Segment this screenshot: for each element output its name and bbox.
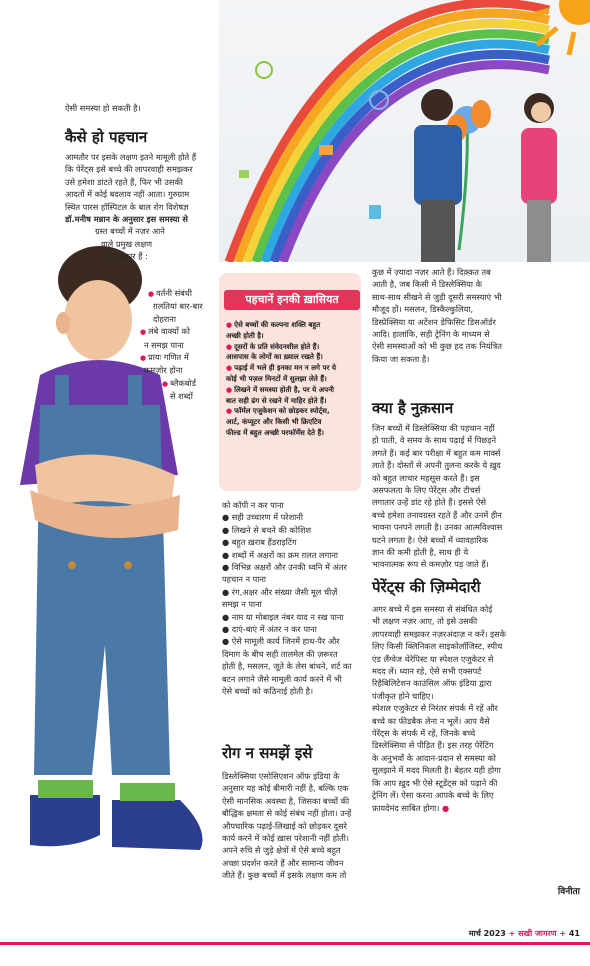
- text-line: ग्रस्त बच्चों में नज़र आने: [95, 226, 165, 237]
- callout-item: कोई भी पज़ल मिनटों में सुलझा लेते हैं।: [226, 373, 327, 383]
- text-line: के अनुभवों के आदान-प्रदान से समस्या को: [372, 752, 496, 763]
- text-line: ● लिखने से बचने की कोशिश: [222, 524, 312, 535]
- text-line: को कॉपी न कर पाना: [222, 500, 284, 510]
- text-line: बौद्धिक क्षमता से कोई संबंध नहीं होता। उन्हें: [222, 808, 352, 819]
- author-name: विनीता: [557, 887, 580, 897]
- footer-page-number: 41: [568, 929, 580, 938]
- text-line: बच्चे का फीडबैक लेना न भूलें। आप वैसे: [372, 715, 490, 726]
- section-heading-kaise-ho-pehchan: कैसे हो पहचान: [65, 128, 148, 146]
- text-line: फ़ायदेमंद साबित होगा।: [372, 802, 440, 813]
- callout-item: ● फॉर्मल एजुकेशन को छोड़कर स्पोर्ट्स,: [226, 406, 358, 417]
- text-line: वाले प्रमुख लक्षण: [101, 238, 153, 249]
- text-line: ऐसी मानसिक अवस्था है, जिसका बच्चों की: [222, 795, 350, 806]
- text-line: अपने रुचि से जुड़े क्षेत्रों में ऐसे बच्चे बहुत: [222, 845, 341, 856]
- text-line: लिए किसी क्लिनिकल साइकोलॉजिस्ट, स्पीच: [372, 641, 503, 652]
- end-mark-icon: ●: [442, 802, 450, 813]
- callout-item: अच्छी होती है।: [226, 330, 264, 340]
- symptom-item: न समझ पाना: [144, 339, 184, 350]
- callout-item: ● लिखने में समस्या होती है, पर ये अपनी: [226, 385, 358, 396]
- text-line: इस प्रकार हैं :: [107, 251, 148, 262]
- section-heading-rog-na-samjhe: रोग न समझें इसे: [222, 744, 313, 762]
- page-footer: [420, 928, 580, 942]
- footer-month: मार्च 2023: [468, 929, 506, 938]
- text-line: बच्चे हमेशा तनावग्रस्त रहते हैं और उनमें हीन: [372, 509, 502, 520]
- symptom-item: दोहराना: [153, 313, 176, 324]
- text-line: लापरवाही समझकर नज़रअंदाज़ न करें। इसके: [372, 628, 506, 639]
- text-line: कुछ में ज़्यादा नज़र आते हैं। दिक़्क़त तब: [372, 267, 491, 277]
- text-line: आती है, जब किसी में डिस्लेक्सिया के: [372, 279, 482, 290]
- text-line: असफलता के लिए पेरेंट्स और टीचर्स: [372, 485, 481, 496]
- text-line: रिहैबिलिटेशन काउंसिल ऑफ इंडिया द्वारा: [372, 678, 492, 689]
- intro-line: ऐसी समस्या हो सकती है।: [65, 103, 141, 113]
- text-line: भावनात्मक रूप से कमज़ोर पड़ जाते हैं।: [372, 559, 489, 570]
- text-line: ज्ञान की कमी होती है, साथ ही ये: [372, 547, 469, 558]
- section1-paragraph: [65, 151, 220, 263]
- text-line: होती है, मसलन, जूते के लेस बांधने, शर्ट का: [222, 661, 352, 672]
- text-line: ● दाएं-बाएं में अंतर न कर पाना: [222, 624, 317, 635]
- symptom-item: ● लंबे वाक्यों को: [140, 325, 220, 338]
- symptoms-list-partial: [140, 287, 220, 403]
- text-line: मौजूद हों। मसलन, डिस्कैल्कुलिया,: [372, 304, 474, 315]
- text-line: समझ न पाना: [222, 599, 262, 610]
- callout-item: ● ऐसे बच्चों की कल्पना शक्ति बहुत: [226, 320, 358, 331]
- hero-photo-rainbow-kids: [219, 0, 590, 262]
- text-line: साथ-साथ सीखने से जुड़ी दूसरी समस्याएं भी: [372, 291, 502, 302]
- symptom-item: ● वर्तनी संबंधी: [140, 287, 220, 300]
- text-line: जिन बच्चों में डिस्लेक्सिया की पहचान नहीं: [372, 423, 495, 433]
- text-line: पहचान न पाना: [222, 574, 267, 585]
- callout-item: फील्ड में बहुत अच्छी परफॉर्मेंस देते हैं।: [226, 427, 324, 437]
- text-line: किया जा सकता है।: [372, 353, 430, 364]
- section-heading-kya-hai-nuksan: क्या है नुक़सान: [372, 399, 454, 417]
- symptom-item: से शब्दों: [170, 391, 193, 402]
- text-line: आमतौर पर इसके लक्षण इतने मामूली होते हैं: [65, 152, 197, 162]
- text-line: ● सही उच्चारण में परेशानी: [222, 512, 303, 523]
- text-line: जीते हैं। कुछ बच्चों में इसके लक्षण कम तो: [222, 870, 347, 881]
- text-line: औपचारिक पढ़ाई-लिखाई को छोड़कर दूसरे: [222, 820, 347, 831]
- plus-icon: +: [508, 929, 516, 938]
- symptom-item: कमज़ोर होना: [144, 365, 183, 376]
- text-line: ● बहुत ख़राब हैंडराइटिंग: [222, 537, 297, 548]
- text-line: एंड लैंग्वेज थेरेपिस्ट या स्पेशल एजुकेटर से: [372, 653, 494, 664]
- text-line: ट्रेनिंग लें। ऐसा करना आपके बच्चे के लिए: [372, 790, 494, 801]
- text-line: अच्छा प्रदर्शन करते हैं और सामान्य जीवन: [222, 857, 344, 868]
- right-paragraph-3: [372, 603, 584, 814]
- text-line: लगते हैं। कई बार परीक्षा में बहुत कम मार्क्स: [372, 447, 501, 458]
- text-line: पंजीकृत होने चाहिए।: [372, 690, 434, 701]
- section-heading-parents-ki-zimmedari: पेरेंट्स की ज़िम्मेदारी: [372, 578, 481, 596]
- right-paragraph-1: [372, 266, 584, 365]
- text-line: मदद लें। ध्यान रहे, ऐसे सभी एक्सपर्ट: [372, 666, 482, 677]
- text-line: स्थित पारस हॉस्पिटल के बाल रोग विशेषज्ञ: [65, 201, 189, 212]
- text-line: कार्य करने में कोई ख़ास परेशानी नहीं होती।: [222, 833, 349, 844]
- text-line: उसे हमेशा डांटते रहते हैं, फिर भी उसकी: [65, 176, 183, 187]
- text-line: डिस्लेक्सिया से पीड़ित हैं। इस तरह पेरेंटिंग: [372, 740, 494, 751]
- text-line: पेरेंट्स के संपर्क में रहें, जिनके बच्चे: [372, 728, 476, 739]
- footer-accent-line: [0, 942, 590, 945]
- callout-title: पहचानें इनकी ख़ासियत: [224, 290, 360, 310]
- text-line: ● शब्दों में अक्षरों का क्रम ग़लत लगाना: [222, 549, 338, 560]
- text-line: ऐसी समस्याओं को भी कुछ हद तक नियंत्रित: [372, 341, 502, 352]
- text-line: डॉ.मनीष मन्नान के अनुसार इस समस्या से: [65, 214, 188, 225]
- middle-symptom-list: [222, 499, 372, 698]
- text-line: भावना पनपने लगती है। उनका आत्मविश्वास: [372, 522, 503, 533]
- text-line: लगातार उन्हें डांट रहे होते हैं। इससे ऐसे: [372, 497, 486, 508]
- callout-list: [226, 320, 358, 439]
- symptom-item: ग़लतियां बार-बार: [153, 301, 203, 312]
- text-line: ● नाम या मोबाइल नंबर याद न रख पाना: [222, 611, 344, 622]
- text-line: अगर बच्चे में इस समस्या से संबंधित कोई: [372, 604, 493, 614]
- text-line: आदतों में कोई बदलाव नहीं आता। गुरुग्राम: [65, 189, 190, 200]
- symptom-item: ● ब्लैकबोर्ड: [140, 377, 220, 390]
- text-line: अनुसार यह कोई बीमारी नहीं है, बल्कि एक: [222, 783, 349, 794]
- text-line: ऐसे बच्चों को कठिनाई होती है।: [222, 686, 314, 697]
- middle-paragraph-2: [222, 770, 374, 882]
- text-line: ● ऐसे मामूली कार्य जिनमें हाथ-पैर और: [222, 636, 340, 647]
- text-line: घटने लगता है। ऐसे बच्चों में व्यावहारिक: [372, 534, 489, 545]
- text-line: आदि। हालांकि, सही ट्रेनिंग के माध्यम से: [372, 329, 490, 340]
- text-line: ● विभिन्न अक्षरों और उनकी ध्वनि में अंतर: [222, 562, 347, 573]
- rainbow-wall-illustration: [219, 0, 590, 262]
- right-paragraph-2: [372, 422, 584, 571]
- callout-item: ● दूसरों के प्रति संवेदनशील होते हैं।: [226, 342, 358, 353]
- text-line: सुलझाने में मदद मिलती है। बेहतर यही होगा: [372, 765, 501, 776]
- text-line: को बहुत लाचार महसूस करते हैं। इस: [372, 472, 480, 483]
- footer-brand: सखी जागरण: [518, 929, 557, 938]
- text-line: स्पेशल एजुकेटर से निरंतर संपर्क में रहें और: [372, 703, 498, 714]
- callout-item: आसपास के लोगों का ख़्याल रखते हैं।: [226, 352, 323, 362]
- text-line: भी लक्षण नज़र आए, तो इसे उसकी: [372, 616, 478, 627]
- callout-item: बात सही ढंग से रखने में माहिर होते हैं।: [226, 395, 327, 405]
- text-line: कि आप ख़ुद भी ऐसे स्टूडेंट्स को पढ़ाने की: [372, 777, 498, 788]
- callout-item: ● पढ़ाई में भले ही इनका मन न लगे पर ये: [226, 363, 358, 374]
- callout-item: आर्ट, कंप्यूटर और किसी भी क्रिएटिव: [226, 417, 322, 427]
- symptom-item: ● प्रायः गणित में: [140, 351, 220, 364]
- text-line: बटन लगाने जैसे मामूली कार्य करने में भी: [222, 673, 342, 684]
- text-line: दिमाग के बीच सही तालमेल की ज़रूरत: [222, 648, 338, 659]
- text-line: डिस्प्रेक्सिया या अटेंशन डेफिसिट डिसऑर्डर: [372, 316, 496, 327]
- text-line: लाते हैं। दोस्तों से अपनी तुलना करके ये ख़ुद: [372, 460, 501, 471]
- text-line: हो पाती, वे समय के साथ पढ़ाई में पिछड़ने: [372, 435, 497, 446]
- text-line: कि पेरेंट्स इसे बच्चे की लापरवाही समझकर: [65, 164, 193, 175]
- text-line: डिस्लेक्सिया एसोसिएशन ऑफ इंडिया के: [222, 771, 340, 781]
- text-line: ● रंग,अक्षर और संख्या जैसी मूल चीज़ें: [222, 586, 338, 597]
- plus-icon: +: [559, 929, 567, 938]
